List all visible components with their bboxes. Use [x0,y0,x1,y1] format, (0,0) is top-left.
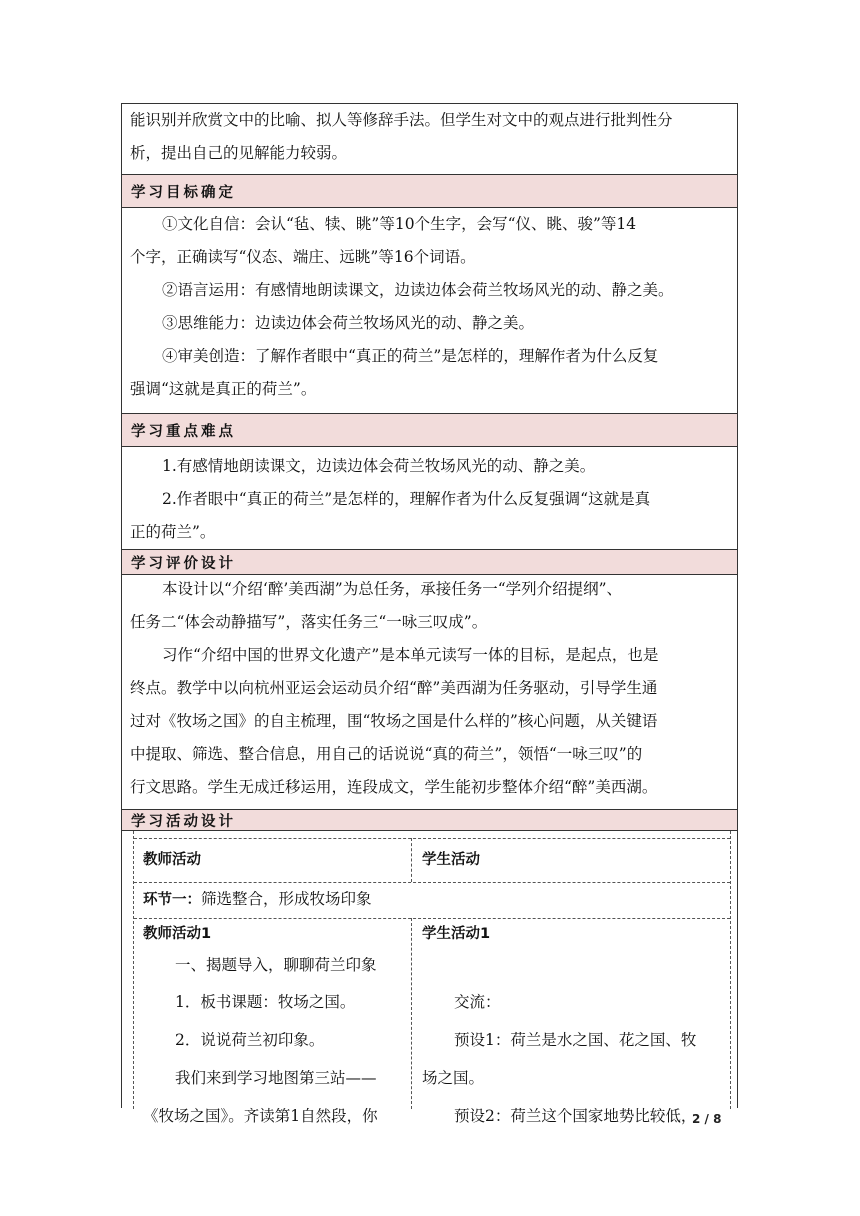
text-line: 行文思路。学生无成迁移运用，连段成文，学生能初步整体介绍“醉”美西湖。 [130,778,658,796]
teacher-activity-title: 教师活动1 [143,926,212,942]
student-activity-cell [422,921,727,1135]
goals-header: 学习目标确定 [122,174,737,208]
section-text: 筛选整合，形成牧场印象 [201,890,372,908]
text-line: 正的荷兰”。 [130,523,216,541]
key-points-list [122,450,737,549]
student-analysis-text [122,104,737,170]
text-line: 一、揭题导入，聊聊荷兰印象 [175,956,377,974]
section-label: 环节一： [143,892,201,908]
teacher-activity-cell [143,921,405,1135]
text-line: 交流： [454,993,501,1011]
text-line: 本设计以“介绍‘醉’美西湖”为总任务，承接任务一“学列介绍提纲”、 [162,580,623,598]
text-line: 习作“介绍中国的世界文化遗产”是本单元读写一体的目标，是起点，也是 [162,646,659,664]
activities-header: 学习活动设计 [122,809,737,831]
page-number: 2 / 8 [692,1112,722,1126]
text-line: ③思维能力：边读边体会荷兰牧场风光的动、静之美。 [162,314,535,332]
text-line: 预设2：荷兰这个国家地势比较低， [454,1107,697,1125]
text-line: 1.有感情地朗读课文，边读边体会荷兰牧场风光的动、静之美。 [162,457,596,475]
evaluation-header: 学习评价设计 [122,549,737,575]
text-line: 个字，正确读写“仪态、端庄、远眺”等16个词语。 [130,248,476,266]
evaluation-text [122,573,737,804]
student-activity-header: 学生活动 [422,852,480,868]
text-line: ①文化自信：会认“毡、犊、眺”等10个生字，会写“仪、眺、骏”等14 [162,215,637,233]
text-line: 任务二“体会动静描写”，落实任务三“一咏三叹成”。 [130,613,488,631]
text-line: ②语言运用：有感情地朗读课文，边读边体会荷兰牧场风光的动、静之美。 [162,281,674,299]
text-line: 析，提出自己的见解能力较弱。 [130,144,348,162]
text-line: ④审美创造：了解作者眼中“真正的荷兰”是怎样的，理解作者为什么反复 [162,347,659,365]
text-line: 2.作者眼中“真正的荷兰”是怎样的，理解作者为什么反复强调“这就是真 [162,490,651,508]
student-activity-title: 学生活动1 [422,926,491,942]
goals-list [122,208,737,406]
text-line: 终点。教学中以向杭州亚运会运动员介绍“醉”美西湖为任务驱动，引导学生通 [130,679,658,697]
teacher-activity-header: 教师活动 [143,852,201,868]
text-line: 我们来到学习地图第三站—— [175,1069,377,1087]
text-line: 预设1：荷兰是水之国、花之国、牧 [454,1031,697,1049]
text-line: 1．板书课题：牧场之国。 [175,993,356,1011]
text-line: 《牧场之国》。齐读第1自然段，你 [143,1107,378,1125]
text-line: 中提取、筛选、整合信息，用自己的话说说“真的荷兰”，领悟“一咏三叹”的 [130,745,643,763]
section-one [143,883,372,917]
text-line: 场之国。 [422,1069,485,1087]
key-points-header: 学习重点难点 [122,413,737,447]
text-line: 强调“这就是真正的荷兰”。 [130,380,317,398]
text-line: 2．说说荷兰初印象。 [175,1031,325,1049]
text-line: 能识别并欣赏文中的比喻、拟人等修辞手法。但学生对文中的观点进行批判性分 [130,111,673,129]
text-line: 过对《牧场之国》的自主梳理，围“牧场之国是什么样的”核心问题，从关键语 [130,712,658,730]
